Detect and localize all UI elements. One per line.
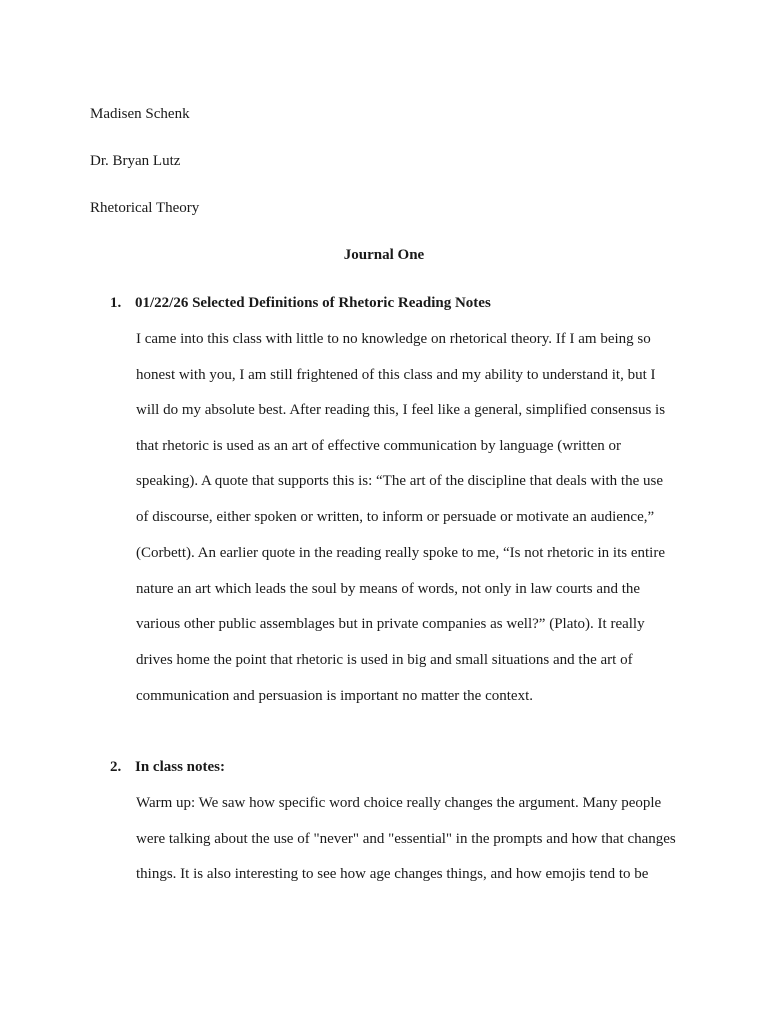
entry-1-line: speaking). A quote that supports this is: “The art of the discipline that deals with the use <box>136 473 663 489</box>
entry-1-line: (Corbett). An earlier quote in the reading really spoke to me, “Is not rhetoric in its entire <box>136 545 665 561</box>
instructor-name: Dr. Bryan Lutz <box>90 153 181 169</box>
entry-2-title: In class notes: <box>135 759 226 775</box>
entry-1-line: nature an art which leads the soul by means of words, not only in law courts and the <box>136 581 641 597</box>
document-title: Journal One <box>343 247 425 263</box>
student-name: Madisen Schenk <box>90 106 190 122</box>
entry-1-line: communication and persuasion is important no matter the context. <box>136 688 533 704</box>
entry-1-title: 01/22/26 Selected Definitions of Rhetoric Reading Notes <box>135 295 491 311</box>
entry-2-heading <box>110 758 225 776</box>
entry-1-line: of discourse, either spoken or written, to inform or persuade or motivate an audience,” <box>136 509 655 525</box>
entry-1-line: honest with you, I am still frightened of this class and my ability to understand it, but I <box>136 367 656 383</box>
entry-2-line: Warm up: We saw how specific word choice really changes the argument. Many people <box>136 795 662 811</box>
course-name: Rhetorical Theory <box>90 200 200 216</box>
entry-2-line: were talking about the use of "never" and "essential" in the prompts and how that changes <box>136 831 676 847</box>
entry-2-line: things. It is also interesting to see how age changes things, and how emojis tend to be <box>136 866 649 882</box>
entry-1-heading <box>110 294 491 312</box>
entry-1-line: will do my absolute best. After reading this, I feel like a general, simplified consensus is <box>136 402 666 418</box>
entry-1-line: that rhetoric is used as an art of effective communication by language (written or <box>136 438 621 454</box>
entry-1-line: drives home the point that rhetoric is used in big and small situations and the art of <box>136 652 633 668</box>
entry-1-line: various other public assemblages but in private companies as well?” (Plato). It really <box>136 616 645 632</box>
entry-1-number: 1. <box>110 295 122 311</box>
entry-2-number: 2. <box>110 759 122 775</box>
entry-1-line: I came into this class with little to no knowledge on rhetorical theory. If I am being so <box>136 331 651 347</box>
